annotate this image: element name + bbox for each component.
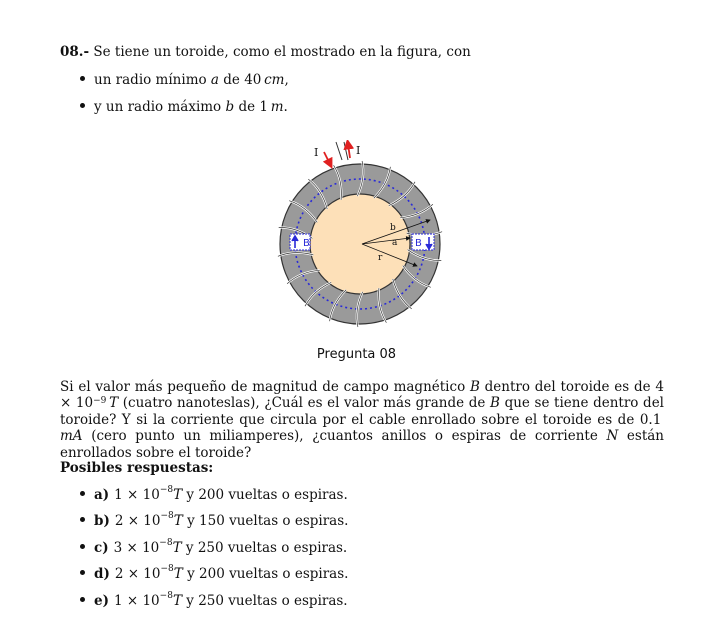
lead-wire — [336, 142, 342, 160]
answer-c: c) $3 \times 10^{-8}T$ y 250 vueltas o espiras. — [80, 540, 347, 556]
radius-label-r: r — [378, 253, 383, 263]
answer-a: a) $1 \times 10^{-8}T$ y 200 vueltas o espiras. — [80, 487, 348, 503]
question-number: 08.- — [60, 44, 90, 60]
bullet-min-radius: un radio mínimo a de 40 cm, — [80, 72, 289, 88]
current-label-right: I — [356, 144, 361, 157]
radius-label-b: b — [390, 223, 396, 233]
answer-e: e) $1 \times 10^{-8}T$ y 250 vueltas o espiras. — [80, 593, 348, 609]
field-label-right: B — [415, 238, 422, 249]
bullet-max-radius: y un radio máximo b de 1 m. — [80, 99, 288, 115]
current-label-left: I — [314, 146, 319, 159]
question-intro: Se tiene un toroide, como el mostrado en la figura, con — [93, 44, 471, 60]
question-header — [60, 44, 471, 60]
bullet-dot — [80, 103, 85, 108]
figure-caption: Pregunta 08 — [316, 347, 397, 362]
question-paragraph: Si el valor más pequeño de magnitud de campo magnético B dentro del toroide es de $4 \times 10^{-9}$ T (cuatro nanoteslas), ¿Cuál es el valor más grande de B que se tiene dentro del toroide? Y si la corriente que circula por el cable enrollado sobre el toroide es de 0.1 mA (cero punto un miliamperes), ¿cuantos anillos o espiras de corriente N están enrollados sobre el toroide? — [60, 379, 664, 461]
toroid-figure — [270, 140, 450, 340]
bullet-dot — [80, 76, 85, 81]
possible-answers-title: Posibles respuestas: — [60, 460, 214, 476]
radius-label-a: a — [392, 238, 398, 248]
answer-b: b) $2 \times 10^{-8}T$ y 150 vueltas o espiras. — [80, 513, 348, 529]
current-arrow-right — [348, 144, 350, 158]
field-label-left: B — [303, 238, 310, 249]
answer-d: d) $2 \times 10^{-8}T$ y 200 vueltas o espiras. — [80, 566, 348, 582]
current-arrow-left — [324, 152, 330, 164]
